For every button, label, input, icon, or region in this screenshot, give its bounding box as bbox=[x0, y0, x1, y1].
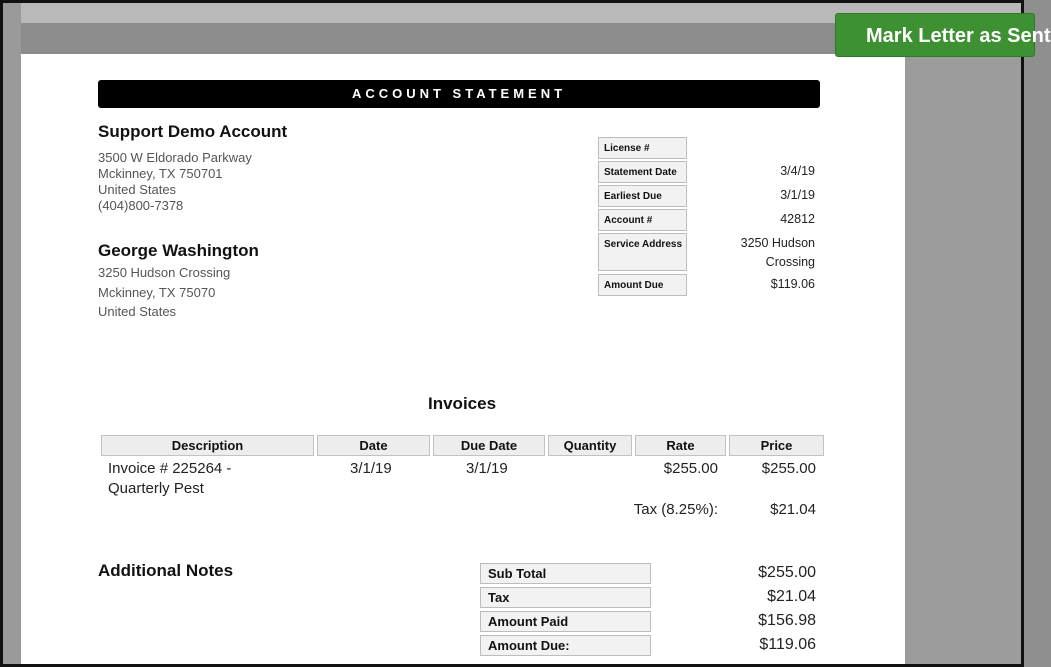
total-amount-due-value: $119.06 bbox=[759, 636, 816, 653]
statement-title: ACCOUNT STATEMENT bbox=[98, 80, 820, 108]
tax-label: Tax bbox=[480, 587, 651, 608]
service-address-line: 3250 Hudson bbox=[740, 236, 815, 250]
column-header-price: Price bbox=[729, 435, 824, 456]
invoice-price: $255.00 bbox=[761, 460, 816, 477]
invoice-date: 3/1/19 bbox=[350, 460, 392, 477]
account-number-label: Account # bbox=[598, 209, 687, 231]
earliest-due-label: Earliest Due bbox=[598, 185, 687, 207]
customer-address-line: United States bbox=[98, 304, 177, 319]
service-address-label: Service Address bbox=[598, 233, 687, 271]
tax-value: $21.04 bbox=[767, 588, 816, 605]
amount-paid-label: Amount Paid bbox=[480, 611, 651, 632]
customer-name: George Washington bbox=[98, 241, 259, 260]
amount-due-label: Amount Due bbox=[598, 274, 687, 296]
statement-date-value: 3/4/19 bbox=[780, 164, 815, 178]
account-address-line: United States bbox=[98, 182, 177, 197]
service-address-line: Crossing bbox=[765, 255, 815, 269]
additional-notes-title: Additional Notes bbox=[98, 561, 234, 580]
invoices-title: Invoices bbox=[428, 394, 497, 413]
subtotal-label: Sub Total bbox=[480, 563, 651, 584]
invoice-description: Invoice # 225264 - bbox=[108, 460, 232, 477]
invoice-description: Quarterly Pest bbox=[108, 480, 204, 497]
total-amount-due-label: Amount Due: bbox=[480, 635, 651, 656]
customer-address-line: 3250 Hudson Crossing bbox=[98, 265, 231, 280]
amount-due-value: $119.06 bbox=[770, 277, 815, 291]
mark-letter-sent-button[interactable]: Mark Letter as Sent bbox=[835, 13, 1035, 57]
amount-paid-value: $156.98 bbox=[758, 612, 816, 629]
left-backdrop bbox=[3, 3, 21, 664]
earliest-due-value: 3/1/19 bbox=[780, 188, 815, 202]
license-label: License # bbox=[598, 137, 687, 159]
right-backdrop bbox=[905, 55, 1021, 664]
customer-address-line: Mckinney, TX 75070 bbox=[98, 285, 216, 300]
column-header-description: Description bbox=[101, 435, 314, 456]
account-number-value: 42812 bbox=[780, 212, 815, 226]
invoice-tax-label: Tax (8.25%): bbox=[633, 501, 718, 518]
column-header-due-date: Due Date bbox=[433, 435, 545, 456]
account-address-line: Mckinney, TX 750701 bbox=[98, 166, 223, 181]
subtotal-value: $255.00 bbox=[758, 564, 816, 581]
account-name: Support Demo Account bbox=[98, 122, 288, 141]
column-header-date: Date bbox=[317, 435, 430, 456]
invoice-due-date: 3/1/19 bbox=[466, 460, 508, 477]
account-address-line: 3500 W Eldorado Parkway bbox=[98, 150, 252, 165]
statement-date-label: Statement Date bbox=[598, 161, 687, 183]
column-header-rate: Rate bbox=[635, 435, 726, 456]
invoice-rate: $255.00 bbox=[663, 460, 718, 477]
invoice-tax-value: $21.04 bbox=[770, 501, 816, 518]
column-header-quantity: Quantity bbox=[548, 435, 632, 456]
account-phone: (404)800-7378 bbox=[98, 198, 184, 213]
